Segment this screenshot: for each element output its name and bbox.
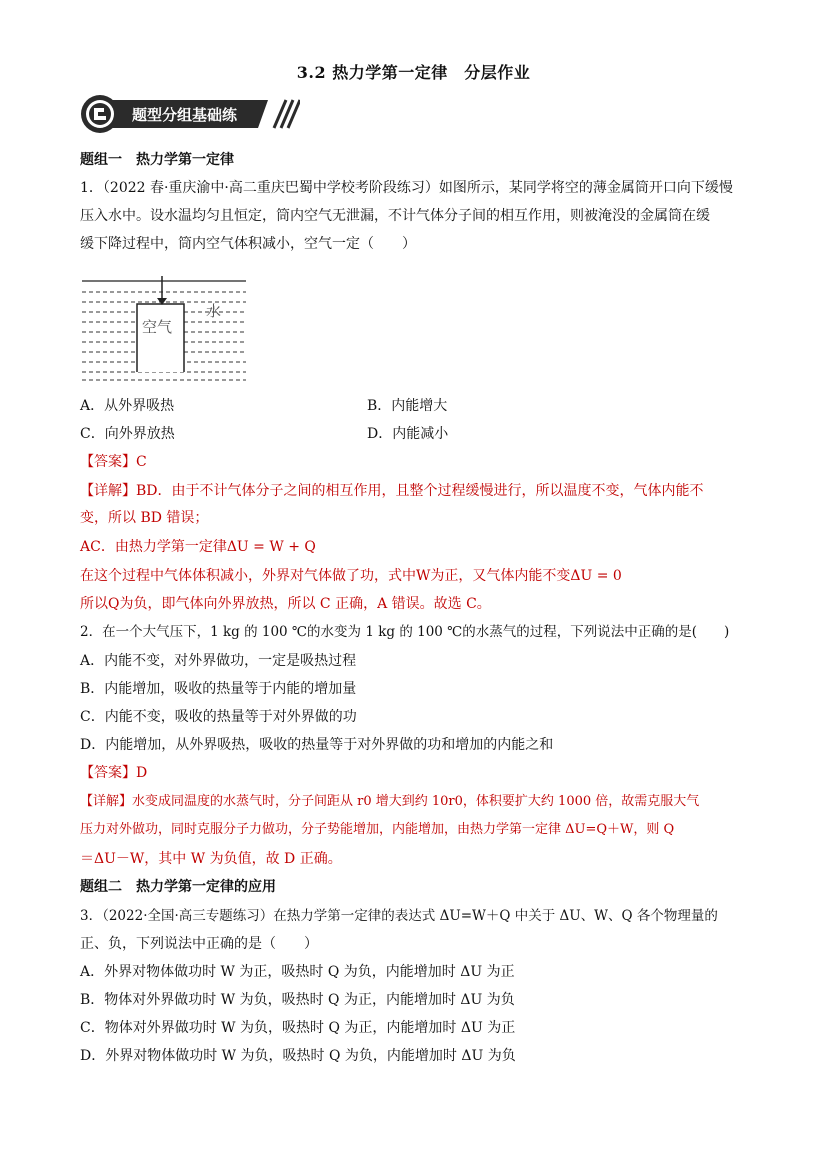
- q3-stem-line1: 3．（2022·全国·高三专题练习）在热力学第一定律的表达式 ΔU=W＋Q 中关于 ΔU、W、Q 各个物理量的: [80, 908, 718, 924]
- group-heading-1: 题组一 热力学第一定律: [80, 152, 234, 168]
- q1-detail-line1: 【详解】BD．由于不计气体分子之间的相互作用，且整个过程缓慢进行，所以温度不变，气体内能不: [80, 483, 704, 499]
- q1-option-a: A．从外界吸热: [80, 398, 175, 414]
- section-banner: [80, 94, 300, 134]
- q1-diagram: [80, 276, 250, 386]
- q2-detail-line3: ＝ΔU－W，其中 W 为负值，故 D 正确。: [80, 851, 342, 867]
- q1-detail-line2: 变，所以 BD 错误；: [80, 510, 209, 526]
- q2-detail-line2: 压力对外做功，同时克服分子力做功，分子势能增加，内能增加，由热力学第一定律 ΔU=Q＋W，则 Q: [80, 822, 675, 837]
- q2-option-c: C．内能不变，吸收的热量等于对外界做的功: [80, 709, 357, 725]
- q3-option-d: D．外界对物体做功时 W 为负，吸热时 Q 为负，内能增加时 ΔU 为负: [80, 1048, 516, 1064]
- q1-option-c: C．向外界放热: [80, 426, 175, 442]
- q3-option-c: C．物体对外界做功时 W 为负，吸热时 Q 为正，内能增加时 ΔU 为正: [80, 1020, 516, 1036]
- q2-option-b: B．内能增加，吸收的热量等于内能的增加量: [80, 681, 357, 697]
- q1-stem-line2: 压入水中。设水温均匀且恒定，筒内空气无泄漏，不计气体分子间的相互作用，则被淹没的金属筒在缓: [80, 208, 710, 224]
- page-title: 3.2 热力学第一定律 分层作业: [296, 63, 531, 82]
- banner-graphic: [80, 94, 300, 134]
- q2-option-a: A．内能不变，对外界做功，一定是吸热过程: [80, 653, 357, 669]
- q1-stem-line3: 缓下降过程中，筒内空气体积减小，空气一定（ ）: [80, 236, 416, 252]
- q2-detail-line1: 【详解】水变成同温度的水蒸气时，分子间距从 r0 增大到约 10r0，体积要扩大约 1000 倍，故需克服大气: [80, 794, 700, 809]
- q2-option-d: D．内能增加，从外界吸热，吸收的热量等于对外界做的功和增加的内能之和: [80, 737, 554, 753]
- q3-stem-line2: 正、负，下列说法中正确的是（ ）: [80, 936, 318, 952]
- q1-detail-line3: AC．由热力学第一定律ΔU = W + Q: [80, 539, 316, 555]
- banner-label: 题型分组基础练: [132, 106, 238, 124]
- q1-detail-line5: 所以Q为负，即气体向外界放热，所以 C 正确，A 错误。故选 C。: [80, 596, 491, 612]
- q2-stem: 2．在一个大气压下，1 kg 的 100 ℃的水变为 1 kg 的 100 ℃的水蒸气的过程，下列说法中正确的是( ): [80, 624, 730, 640]
- q1-option-d: D．内能减小: [367, 426, 449, 442]
- diagram-water-label: 水: [206, 302, 222, 320]
- diagram-air-label: 空气: [142, 318, 173, 336]
- q1-answer: 【答案】C: [80, 454, 147, 470]
- q3-option-b: B．物体对外界做功时 W 为负，吸热时 Q 为正，内能增加时 ΔU 为负: [80, 992, 515, 1008]
- q1-stem-line1: 1．（2022 春·重庆渝中·高二重庆巴蜀中学校考阶段练习）如图所示，某同学将空的薄金属筒开口向下缓慢: [80, 180, 733, 196]
- group-heading-2: 题组二 热力学第一定律的应用: [80, 879, 276, 895]
- q1-option-b: B．内能增大: [367, 398, 448, 414]
- q3-option-a: A．外界对物体做功时 W 为正，吸热时 Q 为负，内能增加时 ΔU 为正: [80, 964, 515, 980]
- q1-detail-line4: 在这个过程中气体体积减小，外界对气体做了功，式中W为正，又气体内能不变ΔU = 0: [80, 568, 622, 584]
- q2-answer: 【答案】D: [80, 765, 148, 781]
